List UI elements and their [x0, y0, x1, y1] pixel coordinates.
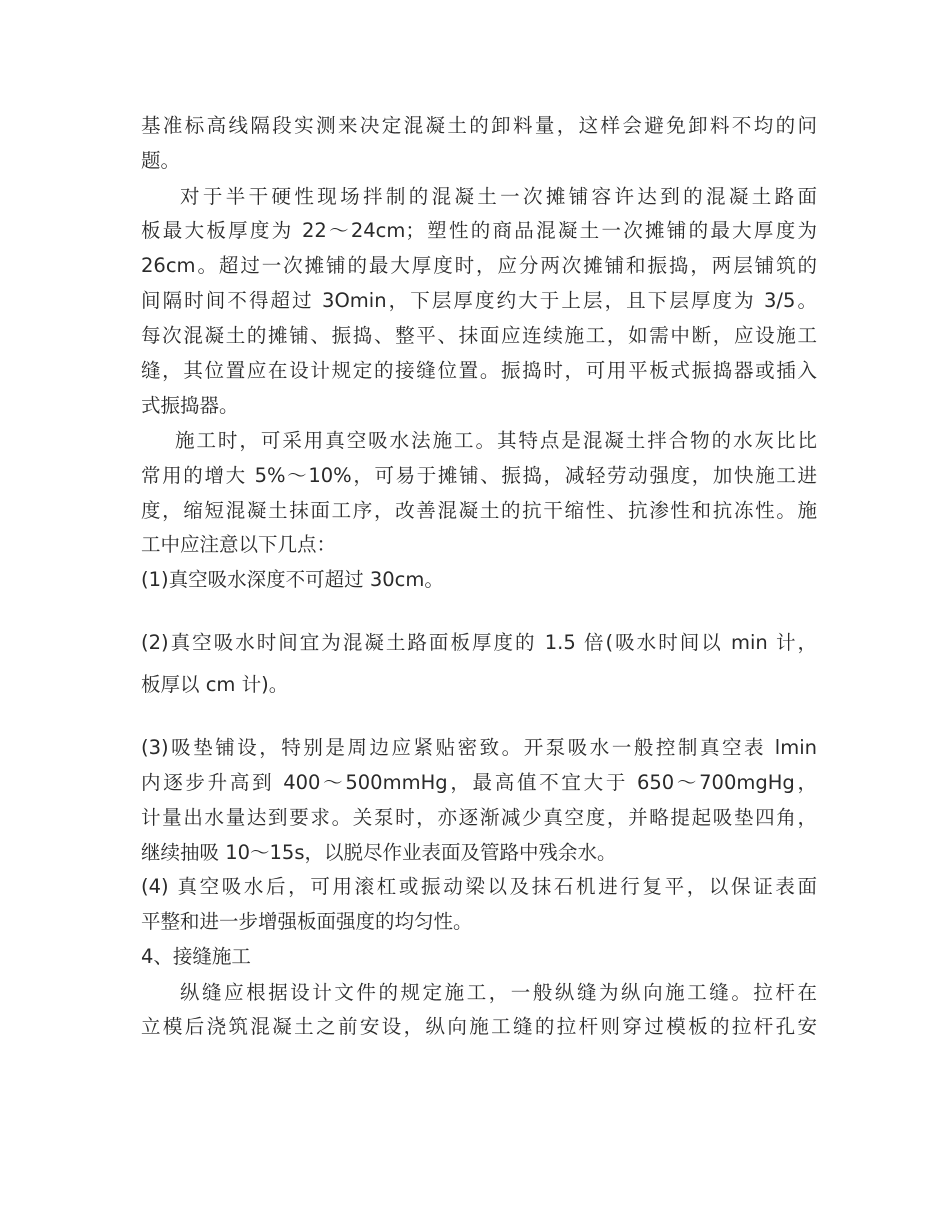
text-line: 题。 [141, 149, 181, 172]
paragraph-first-line: 对于半干硬性现场拌制的混凝土一次摊铺容许达到的混凝土路面 [180, 185, 817, 208]
text-line: 立模后浇筑混凝土之前安设，纵向施工缝的拉杆则穿过模板的拉杆孔安 [141, 1015, 817, 1038]
list-item: (2)真空吸水时间宜为混凝土路面板厚度的 1.5 倍(吸水时间以 min 计， [141, 631, 817, 654]
text-line: 常用的增大 5%～10%，可易于摊铺、振捣，减轻劳动强度，加快施工进 [141, 464, 817, 487]
text-line: 内逐步升高到 400～500mmHg，最高值不宜大于 650～700mgHg， [141, 771, 817, 794]
text-line: 板最大板厚度为 22～24cm；塑性的商品混凝土一次摊铺的最大厚度为 [141, 219, 817, 242]
text-line: 缝，其位置应在设计规定的接缝位置。振捣时，可用平板式振捣器或插入 [141, 359, 817, 382]
text-line: 26cm。超过一次摊铺的最大厚度时，应分两次摊铺和振捣，两层铺筑的 [141, 254, 817, 277]
text-line: 板厚以 cm 计)。 [141, 673, 289, 696]
text-line: 继续抽吸 10～15s，以脱尽作业表面及管路中残余水。 [141, 841, 617, 864]
text-line: 每次混凝土的摊铺、振捣、整平、抹面应连续施工，如需中断，应设施工 [141, 324, 817, 347]
paragraph-first-line: 纵缝应根据设计文件的规定施工，一般纵缝为纵向施工缝。拉杆在 [180, 981, 817, 1004]
text-line: 度，缩短混凝土抹面工序，改善混凝土的抗干缩性、抗渗性和抗冻性。施 [141, 499, 817, 522]
text-line: 计量出水量达到要求。关泵时，亦逐渐减少真空度，并略提起吸垫四角， [141, 806, 817, 829]
list-item: (3)吸垫铺设，特别是周边应紧贴密致。开泵吸水一般控制真空表 lmin [141, 736, 817, 759]
text-line: 平整和进一步增强板面强度的均匀性。 [141, 910, 473, 933]
text-line: 式振捣器。 [141, 394, 239, 417]
text-line: 间隔时间不得超过 3Omin，下层厚度约大于上层，且下层厚度为 3/5。 [141, 289, 817, 312]
list-item: (1)真空吸水深度不可超过 30cm。 [141, 568, 444, 591]
text-line: 基准标高线隔段实测来决定混凝土的卸料量，这样会避免卸料不均的问 [141, 114, 817, 137]
list-item: (4) 真空吸水后，可用滚杠或振动梁以及抹石机进行复平，以保证表面 [141, 875, 817, 898]
section-heading: 4、接缝施工 [141, 945, 251, 968]
text-line: 工中应注意以下几点： [141, 533, 337, 556]
paragraph-first-line: 施工时，可采用真空吸水法施工。其特点是混凝土拌合物的水灰比比 [175, 429, 817, 452]
